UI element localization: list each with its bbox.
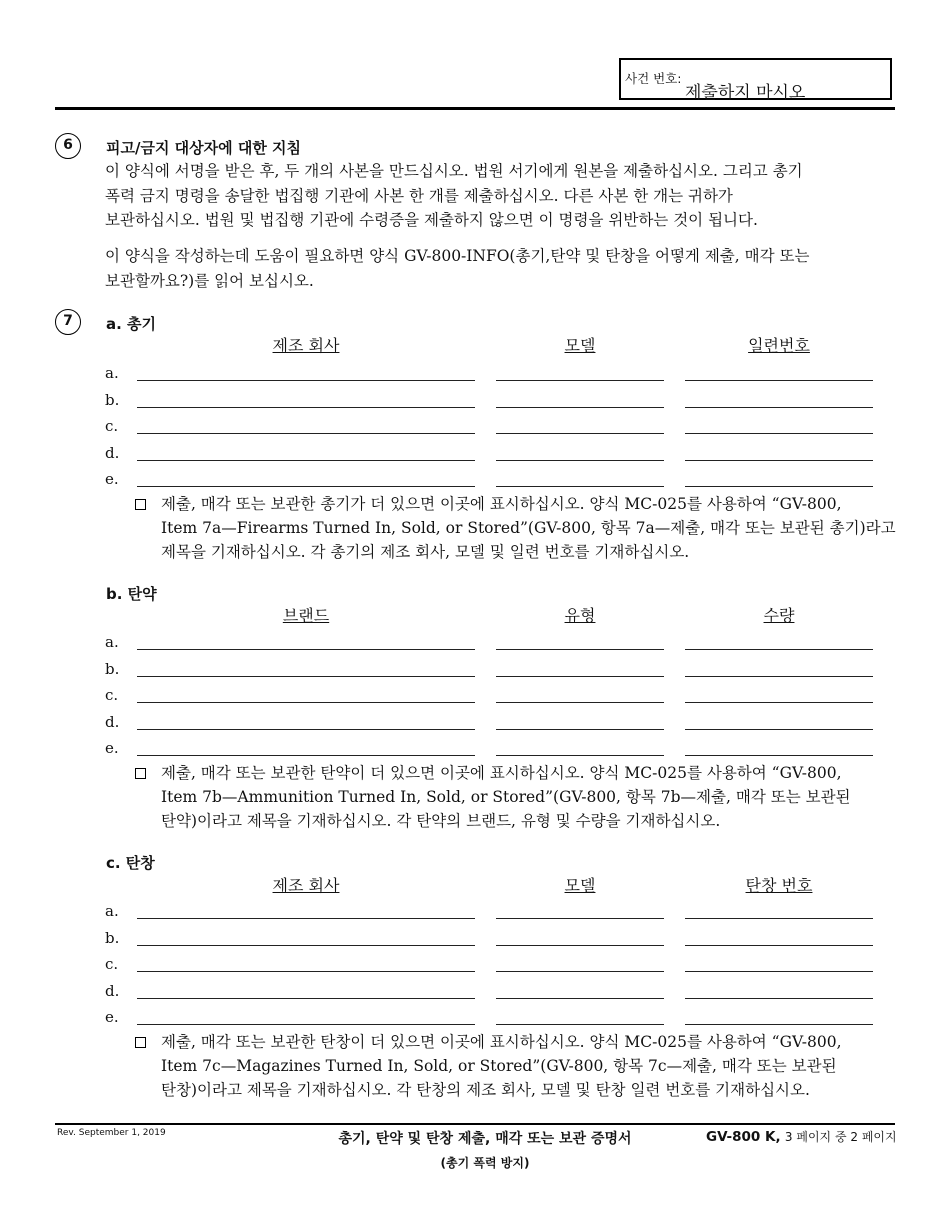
magazines-row-col1-field[interactable] [137,945,475,946]
ammunition-row-col2-field[interactable] [496,729,664,730]
ammunition-row-col1-field[interactable] [137,755,475,756]
firearms-row-letter: c. [105,417,119,435]
magazines-row-col2-field[interactable] [496,945,664,946]
firearms-row-col1-field[interactable] [137,380,475,381]
firearms-row-col2-field[interactable] [496,460,664,461]
firearms-col-manufacturer: 제조 회사 [272,336,340,355]
ammunition-row-col3-field[interactable] [685,729,873,730]
case-number-value: 제출하지 마시오 [685,83,806,103]
ammunition-row-col2-field[interactable] [496,702,664,703]
magazines-row-col3-field[interactable] [685,971,873,972]
firearms-row-letter: a. [105,364,119,382]
page-number: 3 페이지 중 2 페이지 [784,1130,897,1144]
firearms-row-col2-field[interactable] [496,407,664,408]
ammunition-col-quantity: 수량 [763,606,795,625]
section-6-paragraph-1 [105,159,895,233]
ammunition-row-col1-field[interactable] [137,649,475,650]
firearms-note [161,492,901,564]
magazines-more-checkbox[interactable] [135,1037,146,1048]
magazines-row-col2-field[interactable] [496,918,664,919]
magazines-row-col3-field[interactable] [685,918,873,919]
section-6-p2-line: 이 양식을 작성하는데 도움이 필요하면 양식 GV-800-INFO(총기,탄약 및 탄창을 어떻게 제출, 매각 또는 [105,247,810,265]
firearms-row-col3-field[interactable] [685,380,873,381]
firearms-row-col2-field[interactable] [496,433,664,434]
magazines-row-letter: e. [105,1008,119,1026]
ammunition-row-letter: b. [105,659,120,678]
magazines-row-col1-field[interactable] [137,971,475,972]
ammunition-row-col3-field[interactable] [685,676,873,677]
footer-form-title: 총기, 탄약 및 탄창 제출, 매각 또는 보관 증명서 [338,1131,632,1147]
firearms-col-model: 모델 [564,336,596,355]
section-6-paragraph-2 [105,244,895,293]
ammunition-note-line: 제출, 매각 또는 보관한 탄약이 더 있으면 이곳에 표시하십시오. 양식 MC-025를 사용하여 “GV-800, [161,764,842,782]
magazines-row-col1-field[interactable] [137,918,475,919]
magazines-row-letter: b. [105,928,120,947]
ammunition-row-col1-field[interactable] [137,702,475,703]
magazines-row-letter: d. [105,981,120,1000]
section-6-p1-line: 보관하십시오. 법원 및 법집행 기관에 수령증을 제출하지 않으면 이 명령을 위반하는 것이 됩니다. [105,211,758,229]
ammunition-note-line: 탄약)이라고 제목을 기재하십시오. 각 탄약의 브랜드, 유형 및 수량을 기재하십시오. [161,812,721,830]
ammunition-note-line: Item 7b—Ammunition Turned In, Sold, or Stored”(GV-800, 항목 7b—제출, 매각 또는 보관된 [161,788,851,806]
firearms-more-checkbox[interactable] [135,499,146,510]
firearms-row-col3-field[interactable] [685,433,873,434]
magazines-col-model: 모델 [564,876,596,895]
case-number-box [619,58,892,103]
magazines-title: c. 탄창 [106,854,155,872]
ammunition-row-col1-field[interactable] [137,676,475,677]
ammunition-title: b. 탄약 [106,585,157,603]
form-code: GV-800 K, [706,1129,781,1145]
section-7-number: 7 [55,309,81,335]
footer-divider [55,1123,895,1125]
ammunition-col-brand: 브랜드 [282,606,330,625]
magazines-col-number: 탄창 번호 [745,876,813,895]
firearms-row-col1-field[interactable] [137,433,475,434]
magazines-row-col2-field[interactable] [496,998,664,999]
magazines-row-letter: c. [105,955,119,973]
header-divider [55,107,895,110]
ammunition-row-letter: d. [105,712,120,731]
revision-date: Rev. September 1, 2019 [57,1128,166,1138]
firearms-row-col3-field[interactable] [685,460,873,461]
firearms-row-letter: e. [105,470,119,488]
ammunition-row-letter: c. [105,686,119,704]
section-6-p1-line: 폭력 금지 명령을 송달한 법집행 기관에 사본 한 개를 제출하십시오. 다른 사본 한 개는 귀하가 [105,186,733,205]
firearms-note-line: 제목을 기재하십시오. 각 총기의 제조 회사, 모델 및 일련 번호를 기재하십시오. [161,543,690,561]
firearms-title: a. 총기 [106,315,157,333]
magazines-row-col1-field[interactable] [137,1024,475,1025]
ammunition-col-type: 유형 [564,606,596,625]
firearms-row-col2-field[interactable] [496,380,664,381]
section-6-p2-line: 보관할까요?)를 읽어 보십시오. [105,271,314,290]
firearms-row-letter: d. [105,443,120,462]
firearms-row-col3-field[interactable] [685,486,873,487]
ammunition-row-col1-field[interactable] [137,729,475,730]
ammunition-row-letter: e. [105,739,119,757]
ammunition-row-col2-field[interactable] [496,755,664,756]
ammunition-note [161,761,901,833]
ammunition-row-letter: a. [105,633,119,651]
form-id [706,1128,897,1145]
section-6-p1-line: 이 양식에 서명을 받은 후, 두 개의 사본을 만드십시오. 법원 서기에게 원본을 제출하십시오. 그리고 총기 [105,162,803,180]
ammunition-row-col3-field[interactable] [685,702,873,703]
magazines-row-col2-field[interactable] [496,1024,664,1025]
firearms-col-serial: 일련번호 [748,336,810,355]
firearms-row-col1-field[interactable] [137,486,475,487]
magazines-note-line: 제출, 매각 또는 보관한 탄창이 더 있으면 이곳에 표시하십시오. 양식 MC-025를 사용하여 “GV-800, [161,1033,842,1051]
magazines-row-col2-field[interactable] [496,971,664,972]
section-6-number: 6 [55,133,81,159]
firearms-row-letter: b. [105,390,120,409]
firearms-row-col3-field[interactable] [685,407,873,408]
firearms-note-line: 제출, 매각 또는 보관한 총기가 더 있으면 이곳에 표시하십시오. 양식 MC-025를 사용하여 “GV-800, [161,495,842,513]
magazines-col-manufacturer: 제조 회사 [272,876,340,895]
firearms-row-col1-field[interactable] [137,407,475,408]
magazines-row-col3-field[interactable] [685,1024,873,1025]
magazines-note-line: 탄창)이라고 제목을 기재하십시오. 각 탄창의 제조 회사, 모델 및 탄창 일련 번호를 기재하십시오. [161,1081,810,1099]
case-number-label: 사건 번호: [625,71,682,86]
section-6-title: 피고/금지 대상자에 대한 지침 [106,139,302,157]
firearms-row-col1-field[interactable] [137,460,475,461]
ammunition-more-checkbox[interactable] [135,768,146,779]
magazines-row-col3-field[interactable] [685,945,873,946]
ammunition-row-col2-field[interactable] [496,676,664,677]
ammunition-row-col3-field[interactable] [685,649,873,650]
magazines-note [161,1030,901,1102]
magazines-row-col1-field[interactable] [137,998,475,999]
magazines-row-col3-field[interactable] [685,998,873,999]
firearms-note-line: Item 7a—Firearms Turned In, Sold, or Stored”(GV-800, 항목 7a—제출, 매각 또는 보관된 총기)라고 [161,519,896,537]
ammunition-row-col2-field[interactable] [496,649,664,650]
magazines-note-line: Item 7c—Magazines Turned In, Sold, or Stored”(GV-800, 항목 7c—제출, 매각 또는 보관된 [161,1057,837,1075]
ammunition-row-col3-field[interactable] [685,755,873,756]
firearms-row-col2-field[interactable] [496,486,664,487]
footer-form-subtitle: (총기 폭력 방지) [440,1156,530,1170]
magazines-row-letter: a. [105,902,119,920]
